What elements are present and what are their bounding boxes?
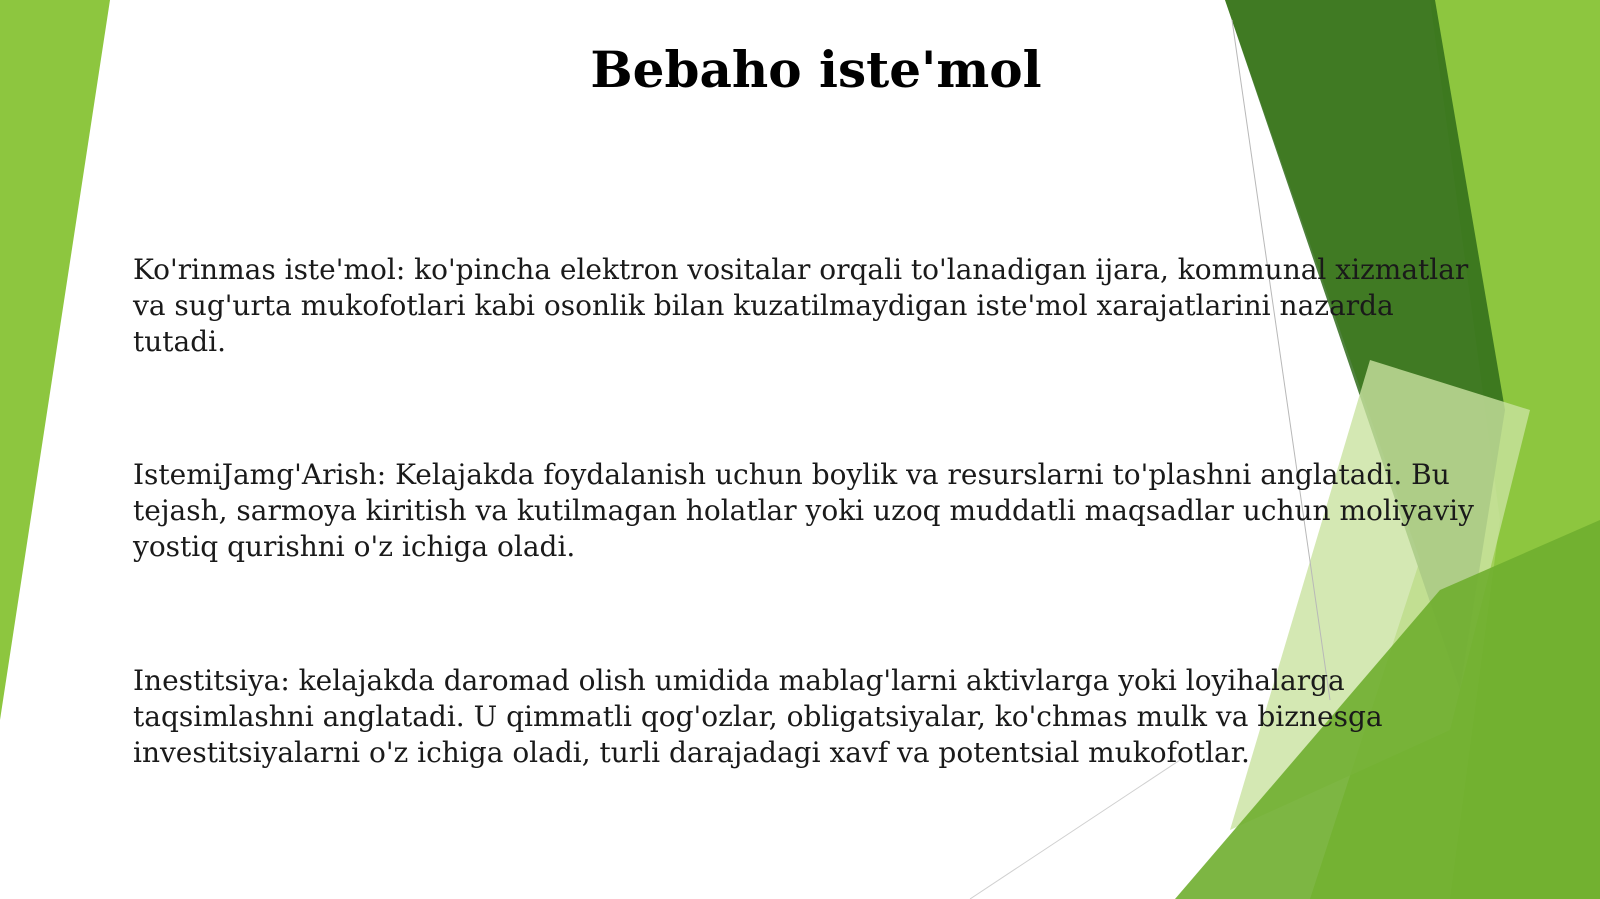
slide-title: Bebaho iste'mol: [590, 40, 1042, 99]
paragraph-jamgarish: IstemiJamg'Arish: Kelajakda foydalanish uchun boylik va resurslarni to'plashni anglatadi. Bu tejash, sarmoya kiritish va kutilmagan holatlar yoki uzoq muddatli maqsadlar uchun moliyaviy yostiq qurishni o'z ichiga oladi.: [133, 458, 1474, 563]
thin-line-2: [970, 760, 1180, 899]
paragraph-investitsiya: Inestitsiya: kelajakda daromad olish umidida mablag'larni aktivlarga yoki loyihalarga taqsimlashni anglatadi. U qimmatli qog'ozlar, obligatsiyalar, ko'chmas mulk va biznesga investitsiyalarni o'z ichiga oladi, turli darajadagi xavf va potentsial mukofotlar.: [133, 664, 1383, 769]
paragraph-korinmas-istemol: Ko'rinmas iste'mol: ko'pincha elektron vositalar orqali to'lanadigan ijara, kommunal xizmatlar va sug'urta mukofotlari kabi osonlik bilan kuzatilmaydigan iste'mol xarajatlarini nazarda tutadi.: [133, 253, 1469, 358]
left-green-stripe: [0, 0, 110, 720]
